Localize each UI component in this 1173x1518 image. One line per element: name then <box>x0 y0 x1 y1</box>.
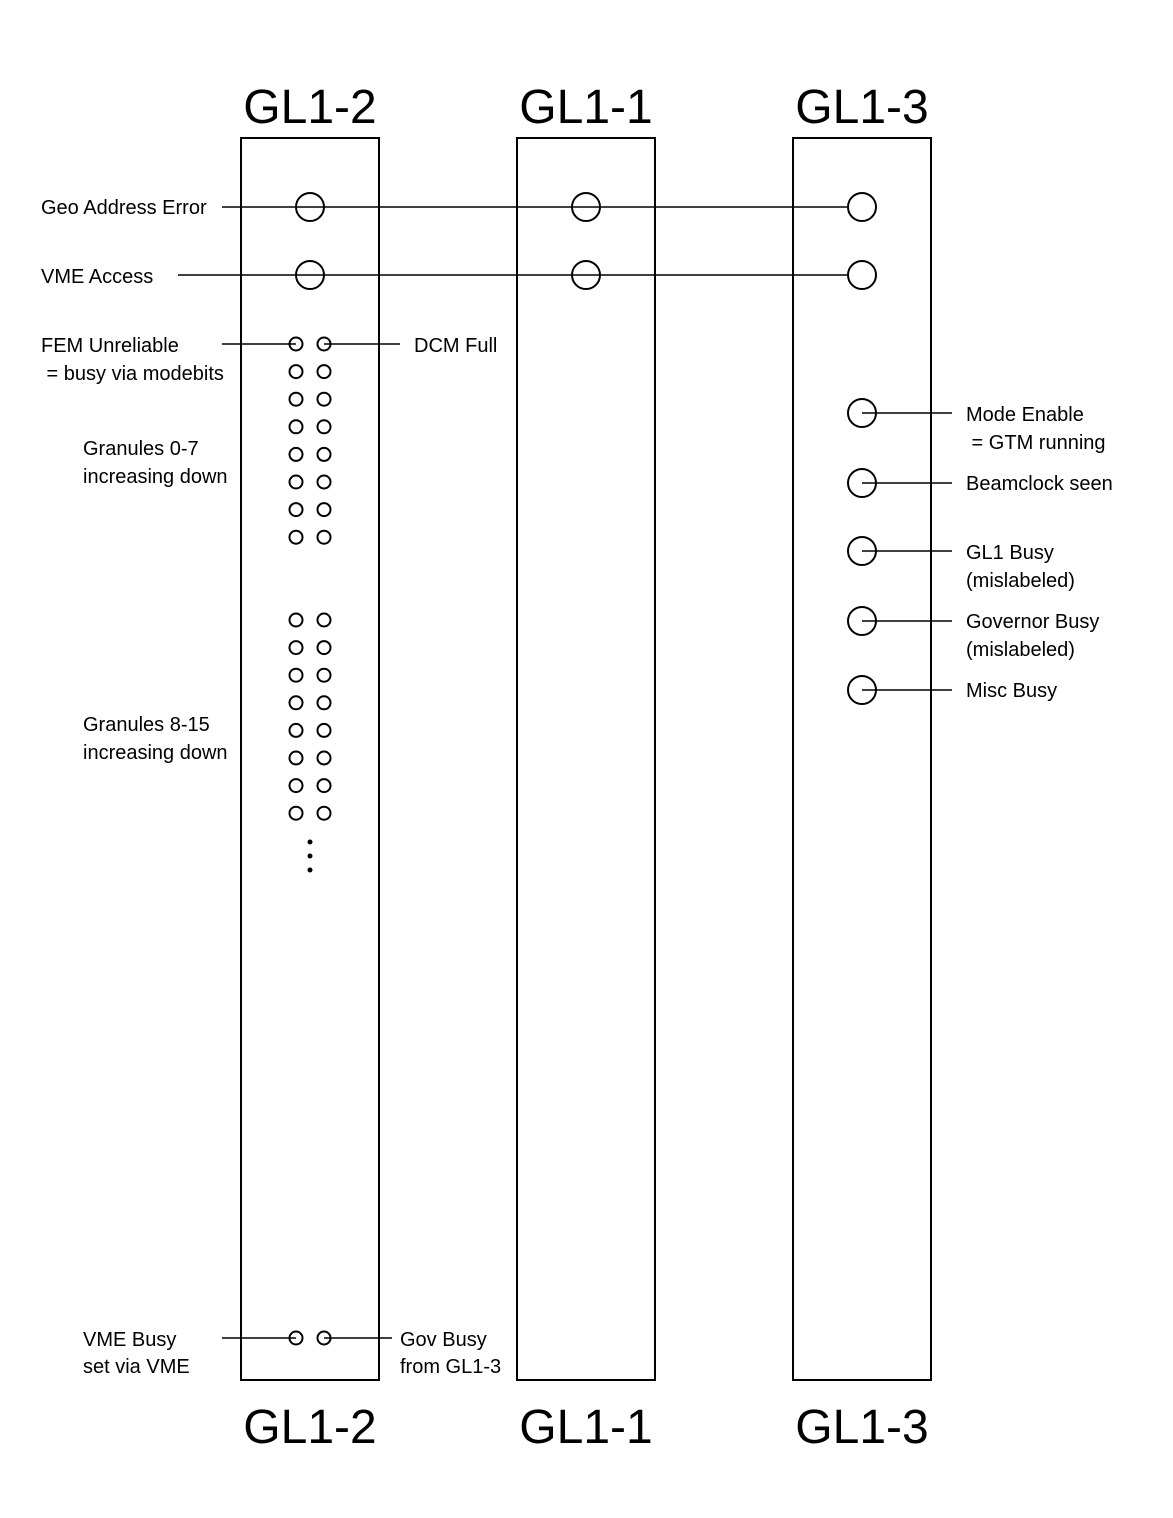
granule-9-right-led <box>318 641 331 654</box>
granule-5-left-led <box>290 476 303 489</box>
granule-4-left-led <box>290 448 303 461</box>
granule-11-left-led <box>290 696 303 709</box>
continuation-dot <box>308 854 313 859</box>
granules-8-15-sublabel: increasing down <box>83 742 228 764</box>
granule-14-right-led <box>318 779 331 792</box>
granule-9-left-led <box>290 641 303 654</box>
granule-14-left-led <box>290 779 303 792</box>
gl1-3-panel <box>793 138 931 1380</box>
beamclock-seen-label: Beamclock seen <box>966 473 1113 495</box>
vme-busy-sublabel: set via VME <box>83 1356 190 1378</box>
gl1-1-bottom-label: GL1-1 <box>519 1401 653 1454</box>
granule-15-left-led <box>290 807 303 820</box>
gl1-1-top-label: GL1-1 <box>519 81 653 134</box>
fem-unreliable-label: FEM Unreliable <box>41 335 179 357</box>
granule-6-left-led <box>290 503 303 516</box>
granule-1-right-led <box>318 365 331 378</box>
mode-enable-label: Mode Enable <box>966 404 1084 426</box>
gl1-busy-sublabel: (mislabeled) <box>966 570 1075 592</box>
governor-busy-label: Governor Busy <box>966 611 1100 633</box>
granule-8-right-led <box>318 614 331 627</box>
granule-2-right-led <box>318 393 331 406</box>
granule-7-right-led <box>318 531 331 544</box>
granule-13-left-led <box>290 752 303 765</box>
gl1-3-top-label: GL1-3 <box>795 81 929 134</box>
granule-8-left-led <box>290 614 303 627</box>
gov-busy-sublabel: from GL1-3 <box>400 1356 502 1378</box>
granules-8-15-led-group <box>290 614 331 820</box>
gl1-2-top-label: GL1-2 <box>243 81 377 134</box>
granules-0-7-sublabel: increasing down <box>83 466 228 488</box>
gl1-1-panel <box>517 138 655 1380</box>
granule-15-right-led <box>318 807 331 820</box>
governor-busy-sublabel: (mislabeled) <box>966 639 1075 661</box>
continuation-dot <box>308 868 313 873</box>
gl1-busy-label: GL1 Busy <box>966 542 1054 564</box>
granule-3-right-led <box>318 420 331 433</box>
vme-access-label: VME Access <box>41 266 154 288</box>
continuation-dot <box>308 840 313 845</box>
granule-10-left-led <box>290 669 303 682</box>
gl1-2-bottom-label: GL1-2 <box>243 1401 377 1454</box>
granule-12-right-led <box>318 724 331 737</box>
geo-address-error-label: Geo Address Error <box>41 197 207 219</box>
granule-7-left-led <box>290 531 303 544</box>
gl1-3-geo-address-error-led <box>848 193 876 221</box>
granules-0-7-led-group <box>290 338 331 544</box>
granule-11-right-led <box>318 696 331 709</box>
granule-6-right-led <box>318 503 331 516</box>
granule-2-left-led <box>290 393 303 406</box>
gov-busy-label: Gov Busy <box>400 1329 487 1351</box>
mode-enable-sublabel: = GTM running <box>966 432 1106 454</box>
granule-3-left-led <box>290 420 303 433</box>
granules-0-7-label: Granules 0-7 <box>83 438 199 460</box>
dcm-full-label: DCM Full <box>414 335 498 357</box>
granule-1-left-led <box>290 365 303 378</box>
gl1-2-panel <box>241 138 379 1380</box>
misc-busy-label: Misc Busy <box>966 680 1058 702</box>
fem-unreliable-sublabel: = busy via modebits <box>41 363 224 385</box>
gl1-3-vme-access-led <box>848 261 876 289</box>
gl1-3-bottom-label: GL1-3 <box>795 1401 929 1454</box>
granule-5-right-led <box>318 476 331 489</box>
vme-busy-label: VME Busy <box>83 1329 177 1351</box>
granules-8-15-label: Granules 8-15 <box>83 714 210 736</box>
granule-4-right-led <box>318 448 331 461</box>
granule-10-right-led <box>318 669 331 682</box>
granule-13-right-led <box>318 752 331 765</box>
granule-12-left-led <box>290 724 303 737</box>
